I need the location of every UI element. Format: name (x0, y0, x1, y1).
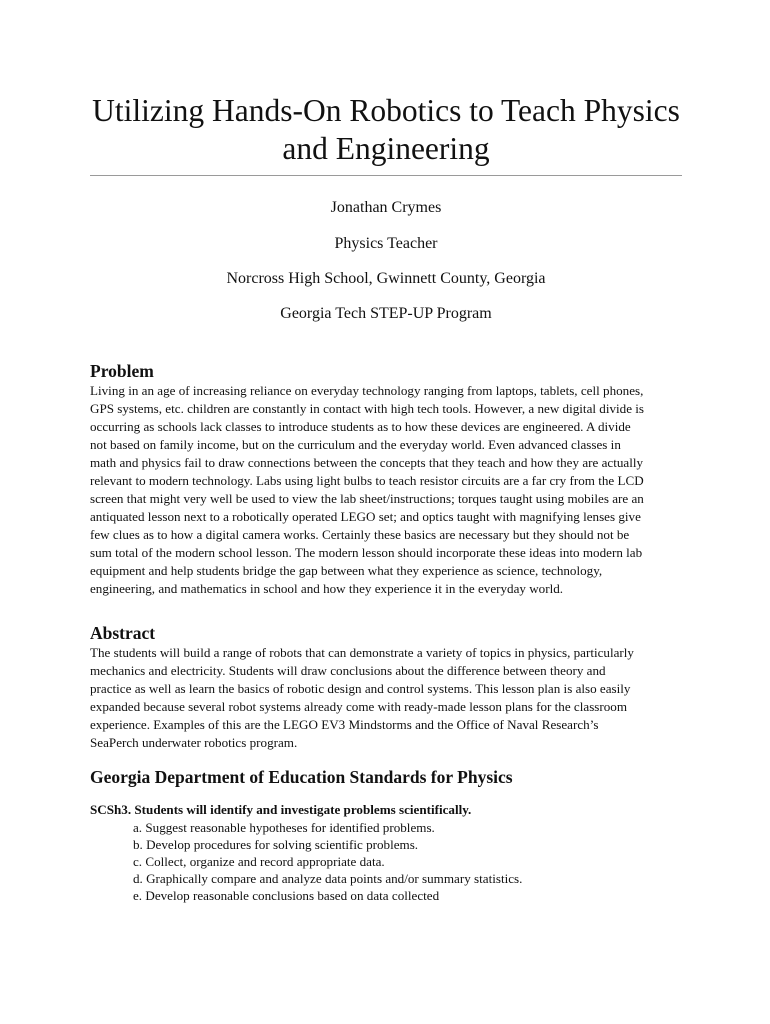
author-name: Jonathan Crymes (330, 199, 442, 216)
standards-heading: Georgia Department of Education Standards for Physics (90, 767, 513, 787)
abstract-line: experience. Examples of this are the LEGO EV3 Mindstorms and the Office of Naval Research’s (90, 717, 599, 732)
author-role: Physics Teacher (334, 235, 438, 252)
problem-line: screen that might very well be used to view the lab sheet/instructions; torques taught using mobiles are an (90, 491, 644, 506)
problem-heading: Problem (90, 361, 154, 381)
title-divider (90, 175, 682, 176)
abstract-heading: Abstract (90, 623, 156, 643)
list-item: d. Graphically compare and analyze data points and/or summary statistics. (133, 871, 523, 886)
abstract-line: expanded because several robot systems already come with ready-made lesson plans for the classroom (90, 699, 628, 714)
list-item: b. Develop procedures for solving scientific problems. (133, 837, 419, 852)
problem-line: antiquated lesson next to a robotically operated LEGO set; and optics taught with magnifying lenses give (90, 509, 641, 524)
abstract-line: practice as well as learn the basics of robotic design and control systems. This lesson plan is also easily (90, 681, 631, 696)
list-item: c. Collect, organize and record appropriate data. (133, 854, 385, 869)
list-item: e. Develop reasonable conclusions based on data collected (133, 888, 440, 903)
standard-code: SCSh3. Students will identify and investigate problems scientifically. (90, 802, 472, 817)
title-line: Utilizing Hands-On Robotics to Teach Physics (92, 93, 680, 128)
list-item: a. Suggest reasonable hypotheses for identified problems. (133, 820, 435, 835)
problem-paragraph (90, 382, 682, 598)
problem-line: occurring as schools lack classes to introduce students as to how these devices are engineered. A divide (90, 419, 631, 434)
abstract-line: The students will build a range of robots that can demonstrate a variety of topics in physics, particularly (90, 645, 634, 660)
problem-line: GPS systems, etc. children are constantly in contact with high tech tools. However, a new digital divide is (90, 401, 645, 416)
problem-line: engineering, and mathematics in school and how they experience it in the everyday world. (90, 581, 564, 596)
author-school: Norcross High School, Gwinnett County, Georgia (226, 270, 546, 287)
problem-line: few clues as to how a digital camera works. Certainly these basics are necessary but they should not be (90, 527, 630, 542)
problem-line: equipment and help students bridge the gap between what they experience as science, technology, (90, 563, 603, 578)
problem-line: sum total of the modern school lesson. The modern lesson should incorporate these ideas into modern lab (90, 545, 643, 560)
author-program: Georgia Tech STEP-UP Program (280, 305, 492, 322)
problem-line: math and physics fail to draw connections between the concepts that they teach and how they are actually (90, 455, 644, 470)
abstract-line: SeaPerch underwater robotics program. (90, 735, 298, 750)
problem-line: Living in an age of increasing reliance on everyday technology ranging from laptops, tablets, cell phones, (90, 383, 644, 398)
problem-line: relevant to modern technology. Labs using light bulbs to teach resistor circuits are a far cry from the LCD (90, 473, 644, 488)
problem-line: not based on family income, but on the curriculum and the everyday world. Even advanced classes in (90, 437, 621, 452)
standard-list (90, 819, 682, 904)
abstract-section (90, 644, 682, 752)
abstract-line: mechanics and electricity. Students will draw conclusions about the difference between theory and (90, 663, 606, 678)
document-title (90, 92, 682, 168)
document-page (90, 92, 682, 904)
abstract-paragraph (90, 644, 682, 752)
problem-section (90, 382, 682, 598)
title-line: and Engineering (282, 131, 490, 166)
